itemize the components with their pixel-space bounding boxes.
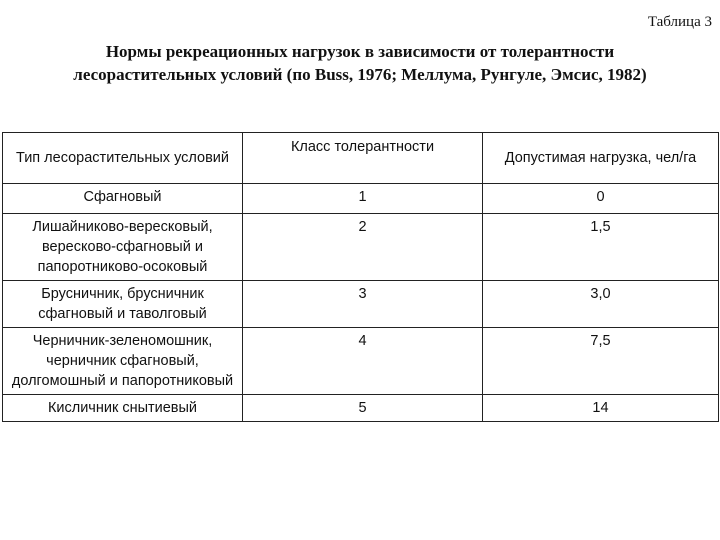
title-line-2: лесорастительных условий (по Buss, 1976; Меллума, Рунгуле, Эмсис, 1982) — [73, 65, 647, 84]
cell-tolerance-class: 2 — [243, 214, 483, 281]
cell-allowed-load: 3,0 — [483, 281, 719, 328]
cell-allowed-load: 7,5 — [483, 328, 719, 395]
header-forest-type: Тип лесорастительных условий — [3, 133, 243, 184]
table-number: Таблица 3 — [647, 14, 712, 30]
header-allowed-load: Допустимая нагрузка, чел/га — [483, 133, 719, 184]
cell-forest-type: Брусничник, брусничник сфагновый и таволговый — [3, 281, 243, 328]
cell-allowed-load: 0 — [483, 184, 719, 214]
table-row — [3, 328, 719, 395]
table-row — [3, 395, 719, 422]
cell-tolerance-class: 5 — [243, 395, 483, 422]
cell-forest-type: Кисличник снытиевый — [3, 395, 243, 422]
cell-forest-type: Черничник-зеленомошник, черничник сфагновый, долгомошный и папоротниковый — [3, 328, 243, 395]
cell-tolerance-class: 1 — [243, 184, 483, 214]
cell-forest-type: Сфагновый — [3, 184, 243, 214]
header-tolerance-class: Класс толерантности — [243, 133, 483, 184]
title-line-1: Нормы рекреационных нагрузок в зависимости от толерантности — [105, 42, 615, 61]
page-title — [10, 40, 710, 86]
cell-tolerance-class: 3 — [243, 281, 483, 328]
tolerance-table — [2, 132, 719, 422]
table-header-row — [3, 133, 719, 184]
cell-tolerance-class: 4 — [243, 328, 483, 395]
table-row — [3, 184, 719, 214]
table-row — [3, 281, 719, 328]
cell-allowed-load: 14 — [483, 395, 719, 422]
table-row — [3, 214, 719, 281]
cell-allowed-load: 1,5 — [483, 214, 719, 281]
cell-forest-type: Лишайниково-вересковый, вересково-сфагновый и папоротниково-осоковый — [3, 214, 243, 281]
